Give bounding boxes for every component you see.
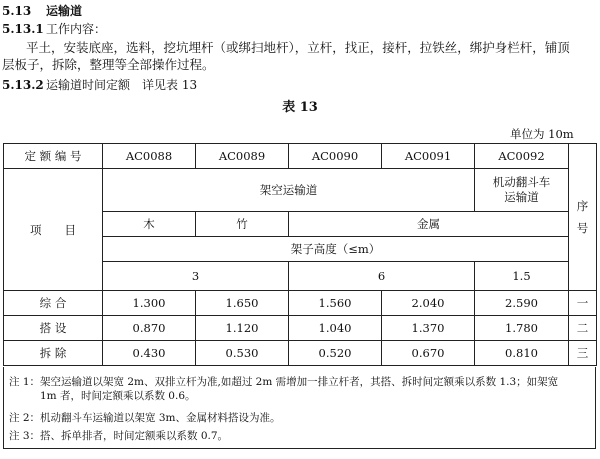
height-3: 3 [103, 262, 289, 291]
work-content-line-1: 平土，安装底座，选料，挖坑埋杆（或绑扫地杆），立杆，找正，接杆，拉铁丝，绑护身栏杆，铺顶 [26, 40, 570, 55]
seq-cell: 三 [569, 341, 597, 366]
item-label: 项 目 [4, 169, 103, 291]
seq-cell: 一 [569, 291, 597, 316]
table-unit: 单位为 10m [510, 127, 574, 141]
table-row [4, 341, 597, 366]
section-title: 运输道 [46, 4, 83, 18]
value-cell: 0.520 [289, 341, 382, 366]
quota-table [3, 143, 597, 366]
code-cell: AC0092 [475, 144, 569, 169]
value-cell: 0.870 [103, 316, 196, 341]
value-cell: 1.300 [103, 291, 196, 316]
material-bamboo: 竹 [196, 212, 289, 237]
row-name: 综 合 [4, 291, 103, 316]
value-cell: 1.120 [196, 316, 289, 341]
value-cell: 2.590 [475, 291, 569, 316]
row-name: 搭 设 [4, 316, 103, 341]
value-cell: 0.670 [382, 341, 475, 366]
code-cell: AC0091 [382, 144, 475, 169]
seq-cell: 二 [569, 316, 597, 341]
subsection-2-text: 运输道时间定额 详见表 13 [46, 78, 198, 92]
section-number: 5.13 [2, 4, 32, 18]
subsection-2-number: 5.13.2 [2, 78, 44, 92]
seq-label: 序 号 [569, 144, 597, 291]
value-cell: 1.370 [382, 316, 475, 341]
material-wood: 木 [103, 212, 196, 237]
code-cell: AC0090 [289, 144, 382, 169]
code-row [4, 144, 597, 169]
notes-box [3, 367, 596, 449]
value-cell: 1.560 [289, 291, 382, 316]
row-name: 拆 除 [4, 341, 103, 366]
value-cell: 1.040 [289, 316, 382, 341]
value-cell: 0.430 [103, 341, 196, 366]
subsection-1-number: 5.13.1 [2, 22, 44, 36]
table-title: 表 13 [282, 100, 318, 115]
code-cell: AC0089 [196, 144, 289, 169]
table-row [4, 291, 597, 316]
work-content-line-2: 层板子，拆除，整理等全部操作过程。 [2, 57, 215, 72]
note-3: 注 3：搭、拆单排者，时间定额乘以系数 0.7。 [9, 430, 229, 442]
material-metal: 金属 [289, 212, 569, 237]
code-label: 定 额 编 号 [4, 144, 103, 169]
note-1-line-1: 注 1：架空运输道以架宽 2m、双排立杆为准,如超过 2m 需增加一排立杆者，其搭、拆时间定额乘以系数 1.3；如架宽 [9, 376, 559, 388]
value-cell: 0.530 [196, 341, 289, 366]
note-1-line-2: 1m 者，时间定额乘以系数 0.6。 [40, 390, 196, 402]
value-cell: 1.780 [475, 316, 569, 341]
height-6: 6 [289, 262, 475, 291]
note-2: 注 2：机动翻斗车运输道以架宽 3m、金属材料搭设为准。 [9, 412, 281, 424]
value-cell: 0.810 [475, 341, 569, 366]
table-row [4, 316, 597, 341]
height-label: 架子高度（≤m） [103, 237, 569, 262]
category-cart: 机动翻斗车 运输道 [475, 169, 569, 212]
subsection-1-title: 工作内容： [46, 22, 107, 36]
code-cell: AC0088 [103, 144, 196, 169]
category-main: 架空运输道 [103, 169, 475, 212]
value-cell: 1.650 [196, 291, 289, 316]
height-1-5: 1.5 [475, 262, 569, 291]
value-cell: 2.040 [382, 291, 475, 316]
